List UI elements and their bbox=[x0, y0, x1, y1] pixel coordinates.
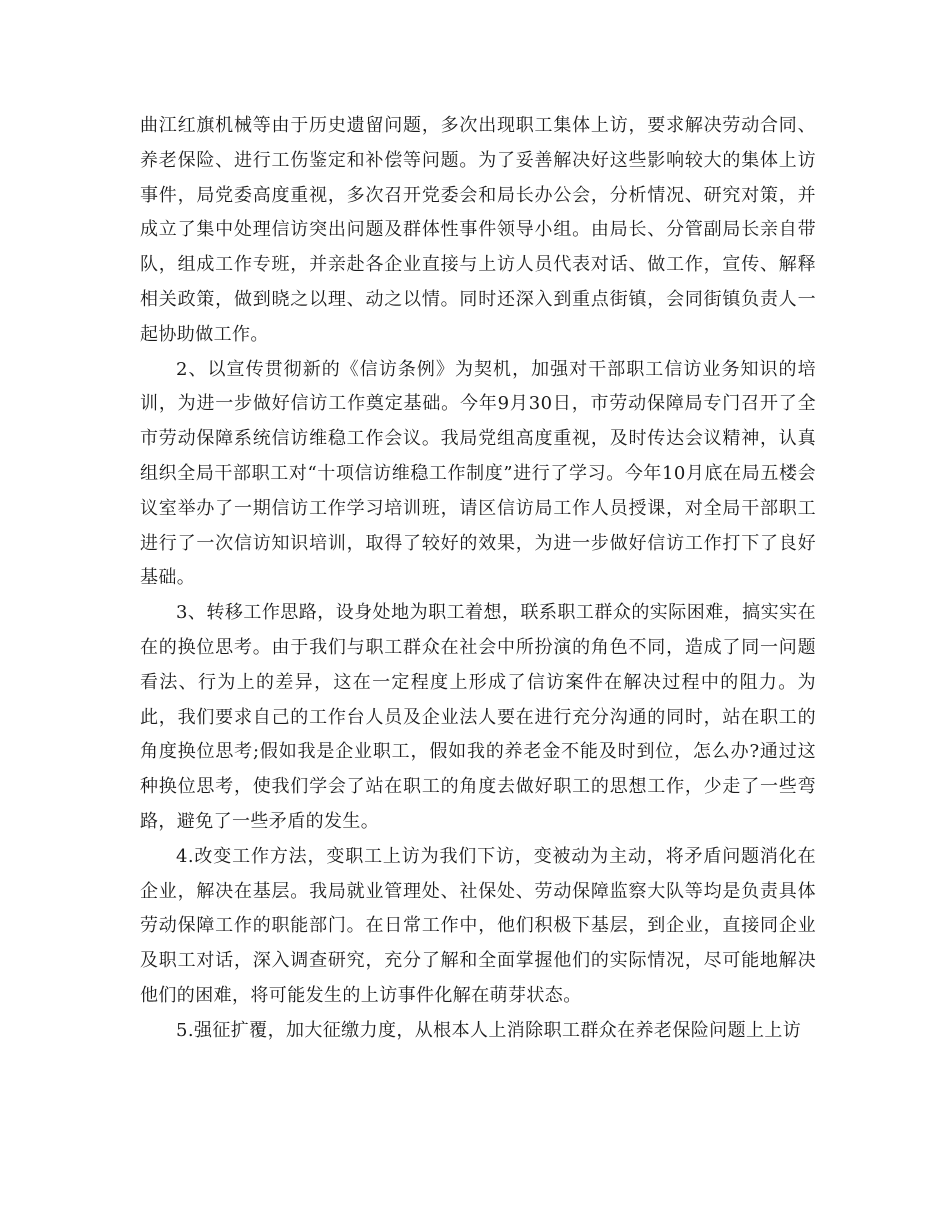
document-body bbox=[140, 109, 816, 1049]
paragraph-item-2: 2、以宣传贯彻新的《信访条例》为契机，加强对干部职工信访业务知识的培训，为进一步做好信访工作奠定基础。今年9月30日，市劳动保障局专门召开了全市劳动保障系统信访维稳工作会议。我局党组高度重视，及时传达会议精神，认真组织全局干部职工对“十项信访维稳工作制度”进行了学习。今年10月底在局五楼会议室举办了一期信访工作学习培训班，请区信访局工作人员授课，对全局干部职工进行了一次信访知识培训，取得了较好的效果，为进一步做好信访工作打下了良好基础。 bbox=[140, 358, 816, 589]
paragraph-item-3: 3、转移工作思路，设身处地为职工着想，联系职工群众的实际困难，搞实实在在的换位思考。由于我们与职工群众在社会中所扮演的角色不同，造成了同一问题看法、行为上的差异，这在一定程度上形成了信访案件在解决过程中的阻力。为此，我们要求自己的工作台人员及企业法人要在进行充分沟通的同时，站在职工的角度换位思考;假如我是企业职工，假如我的养老金不能及时到位，怎么办?通过这种换位思考，使我们学会了站在职工的角度去做好职工的思想工作，少走了一些弯路，避免了一些矛盾的发生。 bbox=[140, 602, 816, 832]
paragraph-item-5: 5.强征扩覆，加大征缴力度，从根本人上消除职工群众在养老保险问题上上访 bbox=[176, 1019, 802, 1041]
paragraph-item-4: 4.改变工作方法，变职工上访为我们下访，变被动为主动，将矛盾问题消化在企业，解决在基层。我局就业管理处、社保处、劳动保障监察大队等均是负责具体劳动保障工作的职能部门。在日常工作中，他们积极下基层，到企业，直接同企业及职工对话，深入调查研究，充分了解和全面掌握他们的实际情况，尽可能地解决他们的困难，将可能发生的上访事件化解在萌芽状态。 bbox=[140, 845, 816, 1006]
paragraph-continuation: 曲江红旗机械等由于历史遗留问题，多次出现职工集体上访，要求解决劳动合同、养老保险、进行工伤鉴定和补偿等问题。为了妥善解决好这些影响较大的集体上访事件，局党委高度重视，多次召开党委会和局长办公会，分析情况、研究对策，并成立了集中处理信访突出问题及群体性事件领导小组。由局长、分管副局长亲自带队，组成工作专班，并亲赴各企业直接与上访人员代表对话、做工作，宣传、解释相关政策，做到晓之以理、动之以情。同时还深入到重点街镇，会同街镇负责人一起协助做工作。 bbox=[140, 115, 816, 345]
